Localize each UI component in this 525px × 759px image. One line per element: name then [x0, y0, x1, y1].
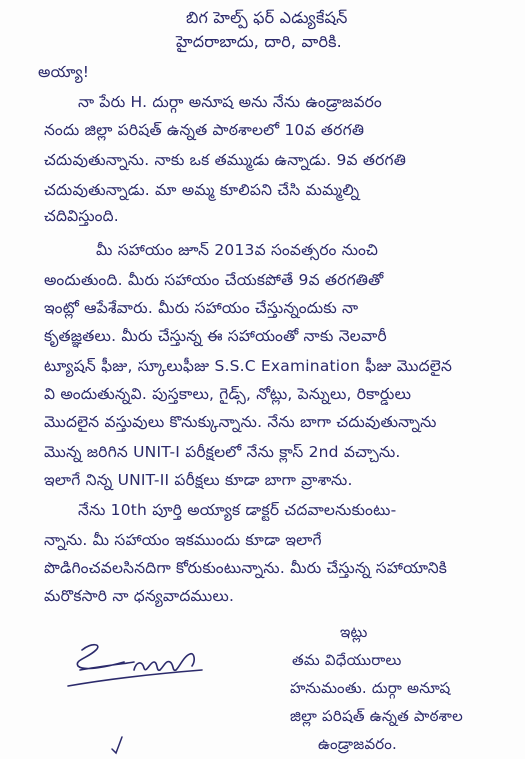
body-line: ఇంట్లో ఆపేశేవారు. మీరు సహాయం చేస్తున్నందుకు నా [44, 299, 359, 317]
body-line: మొదలైన వస్తువులు కొనుక్కున్నాను. నేను బాగా చదువుతున్నాను [44, 413, 437, 431]
body-line: వి అందుతున్నవి. పుస్తకాలు, గైడ్స్, నోట్లు, పెన్నులు, రికార్డులు [44, 385, 412, 403]
closing-line-5: ఉండ్రాజవరం. [318, 735, 397, 753]
body-line: చదువుతున్నాడు. మా అమ్మ కూలిపని చేసి మమ్మల్ని [44, 181, 360, 199]
body-line: మొన్న జరిగిన UNIT-I పరీక్షలలో నేను క్లాస్ 2nd వచ్చాను. [44, 443, 401, 461]
body-line: మీ సహాయం జూన్ 2013వ సంవత్సరం నుంచి [96, 241, 379, 259]
body-line: న్నాను. మీ సహాయం ఇకముందు కూడా ఇలాగే [44, 531, 322, 549]
closing-line-1: ఇట్లు [340, 623, 368, 641]
closing-line-4: జిల్లా పరిషత్ ఉన్నత పాఠశాల [290, 707, 463, 725]
body-line: కృతజ్ఞతలు. మీరు చేస్తున్న ఈ సహాయంతో నాకు నెలవారీ [44, 327, 387, 345]
body-line: నందు జిల్లా పరిషత్ ఉన్నత పాఠశాలలో 10వ తరగతి [44, 121, 365, 139]
body-line: ఇలాగే నిన్న UNIT-II పరీక్షలు కూడా బాగా వ్రాశాను. [44, 471, 353, 489]
pen-mark [108, 735, 128, 757]
body-line: నా పేరు H. దుర్గా అనూష అను నేను ఉండ్రాజవరం [78, 93, 382, 111]
body-line: చదువుతున్నాను. నాకు ఒక తమ్ముడు ఉన్నాడు. 9వ తరగతి [44, 151, 407, 169]
body-line: మరొకసారి నా ధన్యవాదములు. [44, 587, 235, 605]
header-line-1: బిగ హెల్ప్ ఫర్ ఎడ్యుకేషన్ [186, 8, 348, 27]
body-line: పొడిగించవలసినదిగా కోరుకుంటున్నాను. మీరు చేస్తున్న సహాయానికి [44, 559, 448, 577]
closing-line-3: హనుమంతు. దుర్గా అనూష [290, 679, 451, 697]
body-line: చదివిస్తుంది. [44, 207, 119, 225]
signature [62, 640, 212, 700]
body-line: ట్యూషన్ ఫీజు, స్కూలుఫీజు S.S.C Examination ఫీజు మొదలైన [44, 357, 453, 375]
header-line-2: హైదరాబాదు, దారి, వారికి. [176, 32, 342, 51]
closing-line-2: తమ విధేయురాలు [292, 651, 402, 669]
salutation: అయ్యా! [38, 63, 90, 81]
body-line: నేను 10th పూర్తి అయ్యాక డాక్టర్ చదవాలనుకుంటు- [78, 501, 397, 519]
body-line: అందుతుంది. మీరు సహాయం చేయకపోతే 9వ తరగతితో [44, 271, 384, 289]
